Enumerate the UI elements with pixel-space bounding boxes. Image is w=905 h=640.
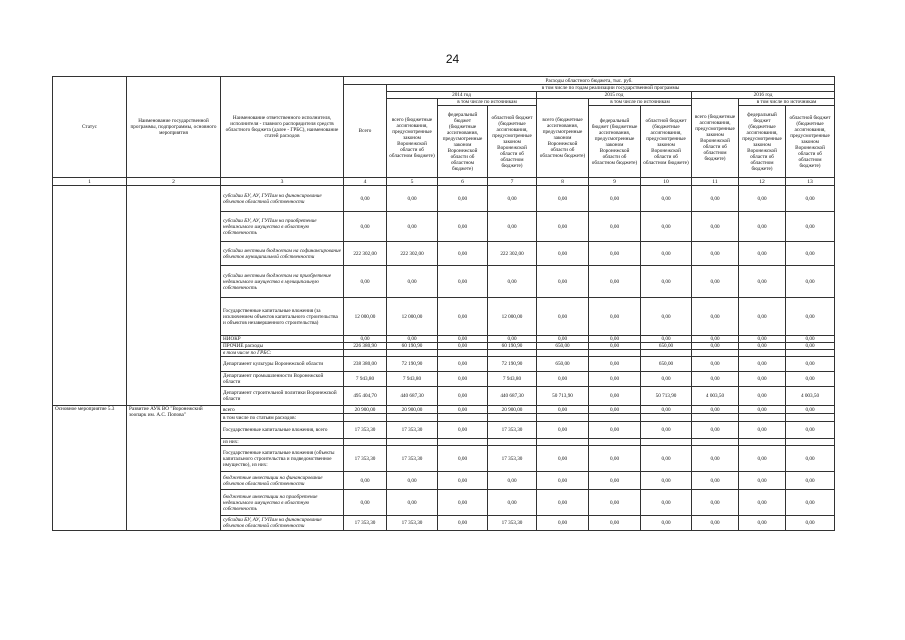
amount-cell: 0,00	[537, 186, 589, 212]
amount-cell: 650,00	[537, 357, 589, 372]
header-total: Всего	[344, 85, 387, 178]
amount-cell: 0,00	[387, 186, 438, 212]
amount-cell: 17 353,30	[488, 516, 537, 531]
amount-cell: 0,00	[641, 186, 692, 212]
header-2014-all: всего (бюджетные ассигнования, предусмотренные законом Воронежской области об областном бюджете)	[387, 99, 438, 178]
amount-cell: 0,00	[786, 266, 835, 298]
amount-cell	[739, 350, 786, 357]
amount-cell	[438, 439, 488, 446]
amount-cell: 20 900,00	[344, 406, 387, 414]
header-by-years: в том числе по годам реализации государственной программы	[387, 85, 835, 92]
expense-item-label: всего	[221, 406, 344, 414]
amount-cell: 0,00	[692, 406, 739, 414]
amount-cell: 0,00	[786, 472, 835, 490]
amount-cell: 0,00	[786, 490, 835, 516]
amount-cell: 12 000,00	[344, 298, 387, 336]
program-name-cell: Развитие АУК ВО "Воронежский зоопарк им. А.С. Попова"	[127, 406, 221, 531]
amount-cell: 0,00	[641, 446, 692, 472]
header-2015-all: всего (бюджетные ассигнования, предусмотренные законом Воронежской области об областном бюджете)	[537, 99, 589, 178]
amount-cell: 0,00	[739, 406, 786, 414]
column-number: 4	[344, 178, 387, 186]
amount-cell: 0,00	[537, 406, 589, 414]
amount-cell: 0,00	[488, 186, 537, 212]
amount-cell: 50 713,90	[537, 387, 589, 406]
amount-cell	[344, 439, 387, 446]
amount-cell: 0,00	[589, 186, 641, 212]
amount-cell: 50 713,90	[641, 387, 692, 406]
column-number: 6	[438, 178, 488, 186]
page-number: 24	[445, 52, 460, 66]
amount-cell	[537, 439, 589, 446]
amount-cell: 20 900,00	[488, 406, 537, 414]
table-row	[53, 186, 835, 212]
budget-table	[52, 76, 835, 531]
amount-cell: 0,00	[438, 186, 488, 212]
amount-cell: 0,00	[438, 372, 488, 387]
amount-cell	[692, 414, 739, 422]
amount-cell: 0,00	[438, 336, 488, 343]
amount-cell	[387, 350, 438, 357]
amount-cell: 0,00	[537, 516, 589, 531]
header-executor: Наименование ответственного исполнителя, исполнителя - главного распорядителя средств областного бюджета (далее - ГРБС), наименование статей расходов	[221, 77, 344, 178]
amount-cell: 0,00	[488, 490, 537, 516]
expense-item-label: НИОКР	[221, 336, 344, 343]
amount-cell: 0,00	[739, 212, 786, 242]
amount-cell: 226 380,90	[344, 343, 387, 350]
amount-cell: 17 353,30	[387, 516, 438, 531]
amount-cell: 0,00	[344, 472, 387, 490]
amount-cell: 0,00	[589, 490, 641, 516]
header-year-2014: 2014 год	[387, 92, 537, 99]
amount-cell: 238 380,00	[344, 357, 387, 372]
amount-cell: 650,00	[537, 343, 589, 350]
amount-cell	[641, 350, 692, 357]
amount-cell: 650,00	[641, 343, 692, 350]
amount-cell: 0,00	[739, 372, 786, 387]
amount-cell: 0,00	[641, 372, 692, 387]
amount-cell	[786, 414, 835, 422]
amount-cell: 0,00	[438, 490, 488, 516]
amount-cell: 0,00	[692, 298, 739, 336]
amount-cell: 17 353,30	[488, 422, 537, 439]
amount-cell: 0,00	[739, 446, 786, 472]
amount-cell	[537, 350, 589, 357]
amount-cell: 17 353,30	[488, 446, 537, 472]
amount-cell	[589, 350, 641, 357]
header-2014-by-sources: в том числе по источникам	[438, 99, 537, 106]
column-number: 11	[692, 178, 739, 186]
amount-cell: 4 003,50	[786, 387, 835, 406]
amount-cell	[387, 439, 438, 446]
header-year-2015: 2015 год	[537, 92, 692, 99]
amount-cell: 0,00	[589, 298, 641, 336]
expense-item-label: субсидии местным бюджетам на софинансирование объектов муниципальной собственности	[221, 242, 344, 266]
amount-cell: 0,00	[589, 357, 641, 372]
amount-cell: 0,00	[692, 186, 739, 212]
header-2015-by-sources: в том числе по источникам	[589, 99, 692, 106]
amount-cell: 650,00	[641, 357, 692, 372]
amount-cell: 0,00	[344, 186, 387, 212]
amount-cell	[739, 439, 786, 446]
amount-cell: 0,00	[537, 212, 589, 242]
amount-cell: 0,00	[786, 516, 835, 531]
amount-cell: 0,00	[344, 266, 387, 298]
amount-cell: 0,00	[589, 343, 641, 350]
amount-cell: 17 353,30	[344, 446, 387, 472]
amount-cell	[387, 414, 438, 422]
amount-cell: 0,00	[589, 387, 641, 406]
amount-cell: 0,00	[488, 472, 537, 490]
amount-cell: 0,00	[641, 242, 692, 266]
amount-cell: 0,00	[589, 516, 641, 531]
amount-cell: 4 003,50	[692, 387, 739, 406]
header-2016-all: всего (бюджетные ассигнования, предусмотренные законом Воронежской области об областном бюджете)	[692, 99, 739, 178]
amount-cell: 0,00	[537, 372, 589, 387]
amount-cell: 0,00	[589, 406, 641, 414]
amount-cell: 60 190,90	[387, 343, 438, 350]
amount-cell: 222 302,00	[387, 242, 438, 266]
amount-cell: 0,00	[641, 472, 692, 490]
column-number: 7	[488, 178, 537, 186]
amount-cell: 0,00	[438, 343, 488, 350]
amount-cell	[344, 414, 387, 422]
amount-cell: 0,00	[589, 266, 641, 298]
amount-cell: 0,00	[438, 406, 488, 414]
amount-cell: 0,00	[692, 490, 739, 516]
amount-cell: 0,00	[692, 372, 739, 387]
amount-cell: 0,00	[739, 242, 786, 266]
amount-cell: 0,00	[786, 298, 835, 336]
amount-cell: 0,00	[344, 212, 387, 242]
amount-cell: 0,00	[438, 357, 488, 372]
amount-cell: 0,00	[739, 516, 786, 531]
amount-cell: 0,00	[537, 266, 589, 298]
amount-cell: 0,00	[589, 372, 641, 387]
amount-cell: 0,00	[387, 490, 438, 516]
header-status: Статус	[53, 77, 127, 178]
amount-cell: 0,00	[438, 387, 488, 406]
amount-cell: 0,00	[739, 336, 786, 343]
amount-cell: 0,00	[786, 422, 835, 439]
amount-cell: 0,00	[692, 343, 739, 350]
amount-cell: 0,00	[438, 212, 488, 242]
amount-cell: 0,00	[488, 266, 537, 298]
amount-cell	[537, 414, 589, 422]
amount-cell: 7 943,80	[488, 372, 537, 387]
column-number: 8	[537, 178, 589, 186]
amount-cell: 0,00	[589, 242, 641, 266]
amount-cell: 0,00	[692, 472, 739, 490]
amount-cell: 0,00	[438, 422, 488, 439]
amount-cell	[488, 439, 537, 446]
amount-cell: 7 943,80	[387, 372, 438, 387]
expense-item-label: Департамент промышленности Воронежской области	[221, 372, 344, 387]
amount-cell: 222 302,00	[488, 242, 537, 266]
amount-cell: 0,00	[786, 357, 835, 372]
header-2016-regional: областной бюджет (бюджетные ассигнования, предусмотренные законом Воронежской области об областном бюджете)	[786, 106, 835, 178]
amount-cell: 0,00	[537, 472, 589, 490]
amount-cell: 440 687,30	[387, 387, 438, 406]
header-2014-federal: федеральный бюджет (бюджетные ассигнования, предусмотренные законом Воронежской области об областном бюджете)	[438, 106, 488, 178]
expense-item-label: субсидии БУ, АУ, ГУПам на приобретение недвижимого имущества в областную собственность	[221, 212, 344, 242]
column-number: 1	[53, 178, 127, 186]
amount-cell: 0,00	[387, 336, 438, 343]
amount-cell: 0,00	[739, 266, 786, 298]
amount-cell	[438, 350, 488, 357]
amount-cell: 0,00	[786, 372, 835, 387]
expense-item-label: бюджетные инвестиции на приобретение недвижимого имущества в областную собственность	[221, 490, 344, 516]
amount-cell: 0,00	[589, 472, 641, 490]
amount-cell: 0,00	[344, 490, 387, 516]
amount-cell: 0,00	[438, 266, 488, 298]
amount-cell: 20 900,00	[387, 406, 438, 414]
amount-cell: 0,00	[641, 422, 692, 439]
amount-cell: 0,00	[344, 336, 387, 343]
header-2016-by-sources: в том числе по источникам	[739, 99, 835, 106]
expense-item-label: в том числе по статьям расходов:	[221, 414, 344, 422]
amount-cell: 0,00	[692, 212, 739, 242]
header-2014-regional: областной бюджет (бюджетные ассигнования, предусмотренные законом Воронежской области об областном бюджете)	[488, 106, 537, 178]
amount-cell: 0,00	[786, 343, 835, 350]
amount-cell	[739, 414, 786, 422]
column-numbers-row	[53, 178, 835, 186]
amount-cell: 0,00	[641, 212, 692, 242]
expense-item-label: бюджетные инвестиции на финансирование объектов областной собственности	[221, 472, 344, 490]
amount-cell: 17 353,30	[344, 422, 387, 439]
amount-cell: 0,00	[589, 212, 641, 242]
column-number: 2	[127, 178, 221, 186]
amount-cell: 0,00	[488, 336, 537, 343]
expense-item-label: субсидии БУ, АУ, ГУПам на финансирование объектов областной собственности	[221, 516, 344, 531]
amount-cell: 0,00	[589, 422, 641, 439]
amount-cell: 0,00	[537, 422, 589, 439]
amount-cell: 0,00	[438, 446, 488, 472]
amount-cell	[786, 350, 835, 357]
amount-cell: 0,00	[739, 472, 786, 490]
header-expenses-title: Расходы областного бюджета, тыс. руб.	[344, 77, 835, 85]
amount-cell: 0,00	[438, 298, 488, 336]
amount-cell: 17 353,30	[387, 422, 438, 439]
amount-cell: 0,00	[537, 242, 589, 266]
amount-cell: 0,00	[589, 336, 641, 343]
amount-cell	[692, 350, 739, 357]
header-year-2016: 2016 год	[692, 92, 835, 99]
amount-cell: 0,00	[739, 357, 786, 372]
amount-cell: 0,00	[387, 472, 438, 490]
amount-cell	[786, 439, 835, 446]
amount-cell: 0,00	[641, 298, 692, 336]
expense-item-label: Департамент культуры Воронежской области	[221, 357, 344, 372]
amount-cell: 0,00	[537, 298, 589, 336]
amount-cell: 72 190,90	[387, 357, 438, 372]
amount-cell: 0,00	[739, 186, 786, 212]
amount-cell: 0,00	[786, 186, 835, 212]
amount-cell: 0,00	[692, 516, 739, 531]
expense-item-label: Государственные капитальные вложения (за исключением объектов капитального строительства и объектов незавершенного строительства)	[221, 298, 344, 336]
expense-item-label: субсидии местным бюджетам на приобретение недвижимого имущества в муниципальную собственность	[221, 266, 344, 298]
expense-item-label: Государственные капитальные вложения, всего	[221, 422, 344, 439]
amount-cell: 0,00	[786, 406, 835, 414]
amount-cell	[589, 439, 641, 446]
column-number: 5	[387, 178, 438, 186]
amount-cell: 0,00	[641, 490, 692, 516]
column-number: 9	[589, 178, 641, 186]
amount-cell: 60 190,90	[488, 343, 537, 350]
amount-cell: 0,00	[438, 516, 488, 531]
header-2015-regional: областной бюджет (бюджетные ассигнования, предусмотренные законом Воронежской области об областном бюджете)	[641, 106, 692, 178]
amount-cell: 12 000,00	[387, 298, 438, 336]
status-cell	[53, 186, 127, 406]
amount-cell: 0,00	[739, 422, 786, 439]
amount-cell: 0,00	[641, 406, 692, 414]
header-2015-federal: федеральный бюджет (бюджетные ассигнования, предусмотренные законом Воронежской области об областном бюджете)	[589, 106, 641, 178]
column-number: 13	[786, 178, 835, 186]
amount-cell: 0,00	[438, 472, 488, 490]
expense-item-label: Департамент строительной политики Воронежской области	[221, 387, 344, 406]
amount-cell	[692, 439, 739, 446]
amount-cell: 0,00	[739, 387, 786, 406]
amount-cell: 0,00	[739, 298, 786, 336]
expense-item-label: из них:	[221, 439, 344, 446]
amount-cell	[488, 350, 537, 357]
amount-cell: 0,00	[786, 242, 835, 266]
amount-cell: 0,00	[387, 266, 438, 298]
amount-cell	[641, 439, 692, 446]
amount-cell: 0,00	[692, 266, 739, 298]
amount-cell: 0,00	[387, 212, 438, 242]
amount-cell: 72 190,90	[488, 357, 537, 372]
amount-cell: 0,00	[537, 336, 589, 343]
amount-cell	[438, 414, 488, 422]
expense-item-label: субсидии БУ, АУ, ГУПам на финансирование объектов областной собственности	[221, 186, 344, 212]
amount-cell	[641, 414, 692, 422]
amount-cell: 0,00	[641, 516, 692, 531]
amount-cell: 7 943,80	[344, 372, 387, 387]
amount-cell: 0,00	[589, 446, 641, 472]
header-2016-federal: федеральный бюджет (бюджетные ассигнования, предусмотренные законом Воронежской области об областном бюджете)	[739, 106, 786, 178]
program-name-cell	[127, 186, 221, 406]
amount-cell: 0,00	[739, 490, 786, 516]
expense-item-label: в том числе по ГРБС:	[221, 350, 344, 357]
amount-cell: 0,00	[692, 422, 739, 439]
amount-cell: 0,00	[692, 242, 739, 266]
table-row	[53, 406, 835, 414]
amount-cell	[589, 414, 641, 422]
expense-item-label: ПРОЧИЕ расходы	[221, 343, 344, 350]
amount-cell: 440 687,30	[488, 387, 537, 406]
amount-cell: 0,00	[488, 212, 537, 242]
column-number: 10	[641, 178, 692, 186]
amount-cell: 0,00	[537, 490, 589, 516]
amount-cell: 0,00	[641, 336, 692, 343]
amount-cell: 0,00	[641, 266, 692, 298]
header-program-name: Наименование государственной программы, подпрограммы, основного мероприятия	[127, 77, 221, 178]
amount-cell: 495 404,70	[344, 387, 387, 406]
amount-cell: 0,00	[438, 242, 488, 266]
amount-cell: 0,00	[786, 446, 835, 472]
amount-cell	[488, 414, 537, 422]
amount-cell	[344, 350, 387, 357]
status-cell: Основное мероприятие 5.3	[53, 406, 127, 531]
amount-cell: 0,00	[692, 446, 739, 472]
column-number: 12	[739, 178, 786, 186]
amount-cell: 222 302,00	[344, 242, 387, 266]
amount-cell: 17 353,30	[344, 516, 387, 531]
amount-cell: 0,00	[786, 212, 835, 242]
column-number: 3	[221, 178, 344, 186]
amount-cell: 17 353,30	[387, 446, 438, 472]
amount-cell: 0,00	[692, 357, 739, 372]
amount-cell: 12 000,00	[488, 298, 537, 336]
amount-cell: 0,00	[537, 446, 589, 472]
expense-item-label: Государственные капитальные вложения (объекты капитального строительства и подведомственное имущество), из них:	[221, 446, 344, 472]
amount-cell: 0,00	[786, 336, 835, 343]
amount-cell: 0,00	[692, 336, 739, 343]
amount-cell: 0,00	[739, 343, 786, 350]
